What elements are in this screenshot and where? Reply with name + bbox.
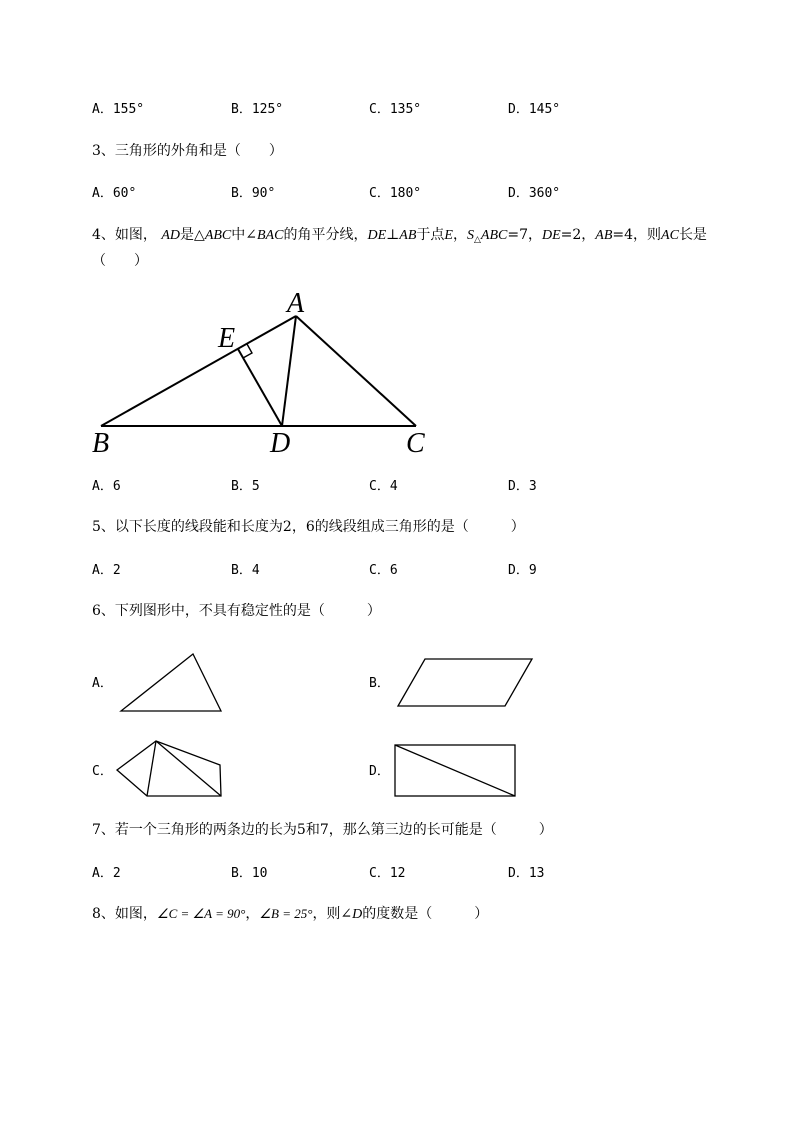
q4-option-d: D．3 xyxy=(508,479,537,494)
q4-var-bac: BAC xyxy=(257,228,284,243)
q4-option-c: C．4 xyxy=(369,479,398,494)
q8-text-4: 的度数是（ ） xyxy=(362,906,489,922)
label-d: D xyxy=(270,428,291,459)
q7-option-b: B．10 xyxy=(231,866,268,881)
q6-option-d-label: D． xyxy=(369,764,390,779)
q4-var-abc: ABC xyxy=(204,228,232,243)
q3-option-c: C．180° xyxy=(369,186,422,201)
q4-text-5: ⊥ xyxy=(386,227,400,243)
q2-option-b: B．125° xyxy=(231,102,284,117)
q4-text-3: 中∠ xyxy=(231,227,257,243)
q8-text-3: ，则∠ xyxy=(312,906,353,922)
q7-option-a: A．2 xyxy=(92,866,121,881)
q4-var-ab: AB xyxy=(399,228,417,243)
q3-option-d: D．360° xyxy=(508,186,561,201)
q3-option-a: A．60° xyxy=(92,186,137,201)
q4-stem-line2: （ ） xyxy=(92,253,148,269)
q4-var-ac: AC xyxy=(661,228,679,243)
q3-stem: 3、三角形的外角和是（ ） xyxy=(92,143,283,159)
shape-pentagon-triangulated xyxy=(117,741,221,796)
q2-option-c: C．135° xyxy=(369,102,422,117)
q4-var-abc2: ABC xyxy=(480,228,508,243)
q3-option-b: B．90° xyxy=(231,186,276,201)
q4-text-6: 于点 xyxy=(416,227,445,243)
q5-stem: 5、以下长度的线段能和长度为2，6的线段组成三角形的是（ ） xyxy=(92,519,525,535)
q4-text-8: =7， xyxy=(507,227,542,243)
q2-option-d: D．145° xyxy=(508,102,561,117)
shape-parallelogram xyxy=(398,659,532,706)
q4-text-10: =4，则 xyxy=(612,227,662,243)
q5-option-a: A．2 xyxy=(92,563,121,578)
q4-text-9: =2， xyxy=(560,227,596,243)
q5-option-b: B．4 xyxy=(231,563,260,578)
q4-var-s-sub: △ xyxy=(473,235,481,245)
q6-option-b-label: B． xyxy=(369,676,390,691)
q8-var-d: D xyxy=(352,907,363,922)
q8-angle-condition-1: ∠C = ∠A = 90° xyxy=(156,906,246,921)
q4-text-11: 长是 xyxy=(678,227,707,243)
q4-text-2: 是△ xyxy=(180,227,205,243)
q8-text-2: ， xyxy=(245,906,260,922)
label-b: B xyxy=(92,428,110,459)
q4-var-de2: DE xyxy=(541,228,561,243)
q6-option-a-label: A． xyxy=(92,676,113,691)
q5-option-c: C．6 xyxy=(369,563,398,578)
q4-option-b: B．5 xyxy=(231,479,260,494)
q7-stem: 7、若一个三角形的两条边的长为5和7，那么第三边的长可能是（ ） xyxy=(92,822,553,838)
q2-option-a: A．155° xyxy=(92,102,145,117)
q4-var-ad: AD xyxy=(161,228,181,243)
q6-option-c-label: C． xyxy=(92,764,113,779)
label-c: C xyxy=(406,428,425,459)
q4-text-7: ， xyxy=(452,227,467,243)
q8-stem xyxy=(92,905,488,924)
shape-rectangle-diagonal xyxy=(395,745,515,796)
q4-option-a: A．6 xyxy=(92,479,121,494)
q4-text-1: 4、如图， xyxy=(92,227,162,243)
q4-var-s: S xyxy=(466,228,474,243)
shape-triangle xyxy=(121,654,221,711)
q4-var-de: DE xyxy=(367,228,387,243)
q7-option-c: C．12 xyxy=(369,866,406,881)
q6-stem: 6、下列图形中，不具有稳定性的是（ ） xyxy=(92,603,381,619)
label-a: A xyxy=(287,288,305,319)
label-e: E xyxy=(218,323,236,354)
q8-text-1: 8、如图， xyxy=(92,906,157,922)
q8-angle-condition-2: ∠B = 25° xyxy=(259,906,313,921)
q5-option-d: D．9 xyxy=(508,563,537,578)
q4-text-4: 的角平分线， xyxy=(283,227,368,243)
q7-option-d: D．13 xyxy=(508,866,545,881)
q4-var-ab2: AB xyxy=(595,228,613,243)
q4-var-e: E xyxy=(444,228,453,243)
